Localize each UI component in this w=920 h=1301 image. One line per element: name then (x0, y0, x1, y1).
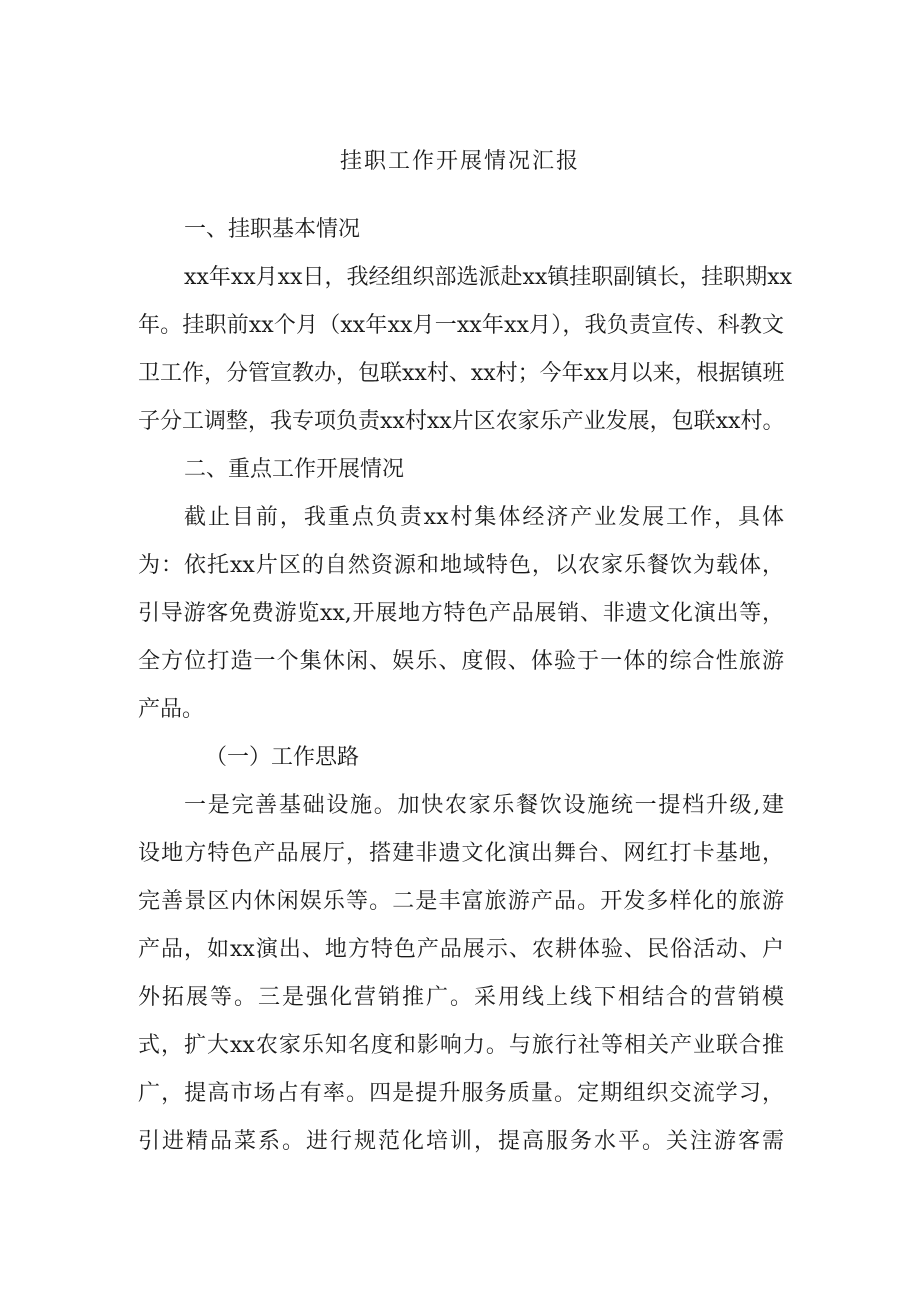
paragraph-line: 一是完善基础设施。加快农家乐餐饮设施统一提档升级,建 (184, 793, 784, 818)
subsection-heading-work-approach: （一）工作思路 (205, 745, 360, 770)
paragraph-line: 完善景区内休闲娱乐等。二是丰富旅游产品。开发多样化的旅游 (138, 889, 784, 914)
paragraph-line: 式，扩大xx农家乐知名度和影响力。与旅行社等相关产业联合推 (138, 1033, 784, 1058)
paragraph-line: 产品。 (138, 697, 205, 722)
paragraph-line: 全方位打造一个集休闲、娱乐、度假、体验于一体的综合性旅游 (138, 649, 784, 674)
document-title: 挂职工作开展情况汇报 (339, 149, 580, 174)
paragraph-line: 引进精品菜系。进行规范化培训，提高服务水平。关注游客需 (138, 1129, 784, 1154)
paragraph-line: 子分工调整，我专项负责xx村xx片区农家乐产业发展，包联xx村。 (138, 409, 785, 434)
paragraph-line: 产品，如xx演出、地方特色产品展示、农耕体验、民俗活动、户 (138, 937, 784, 962)
paragraph-line: 外拓展等。三是强化营销推广。采用线上线下相结合的营销模 (138, 985, 784, 1010)
section-heading-key-work: 二、重点工作开展情况 (184, 457, 405, 482)
paragraph-line: 年。挂职前xx个月（xx年xx月一xx年xx月），我负责宣传、科教文 (138, 313, 784, 338)
paragraph-line: 设地方特色产品展厅，搭建非遗文化演出舞台、网红打卡基地， (138, 841, 784, 866)
paragraph-line: 为：依托xx片区的自然资源和地域特色，以农家乐餐饮为载体， (138, 553, 784, 578)
paragraph-line: xx年xx月xx日，我经组织部选派赴xx镇挂职副镇长，挂职期xx (184, 265, 793, 290)
paragraph-line: 截止目前，我重点负责xx村集体经济产业发展工作，具体 (184, 505, 784, 530)
paragraph-line: 引导游客免费游览xx,开展地方特色产品展销、非遗文化演出等， (138, 601, 784, 626)
section-heading-basic-info: 一、挂职基本情况 (184, 217, 361, 242)
paragraph-line: 广，提高市场占有率。四是提升服务质量。定期组织交流学习， (138, 1081, 784, 1106)
paragraph-line: 卫工作，分管宣教办，包联xx村、xx村；今年xx月以来，根据镇班 (138, 361, 785, 386)
